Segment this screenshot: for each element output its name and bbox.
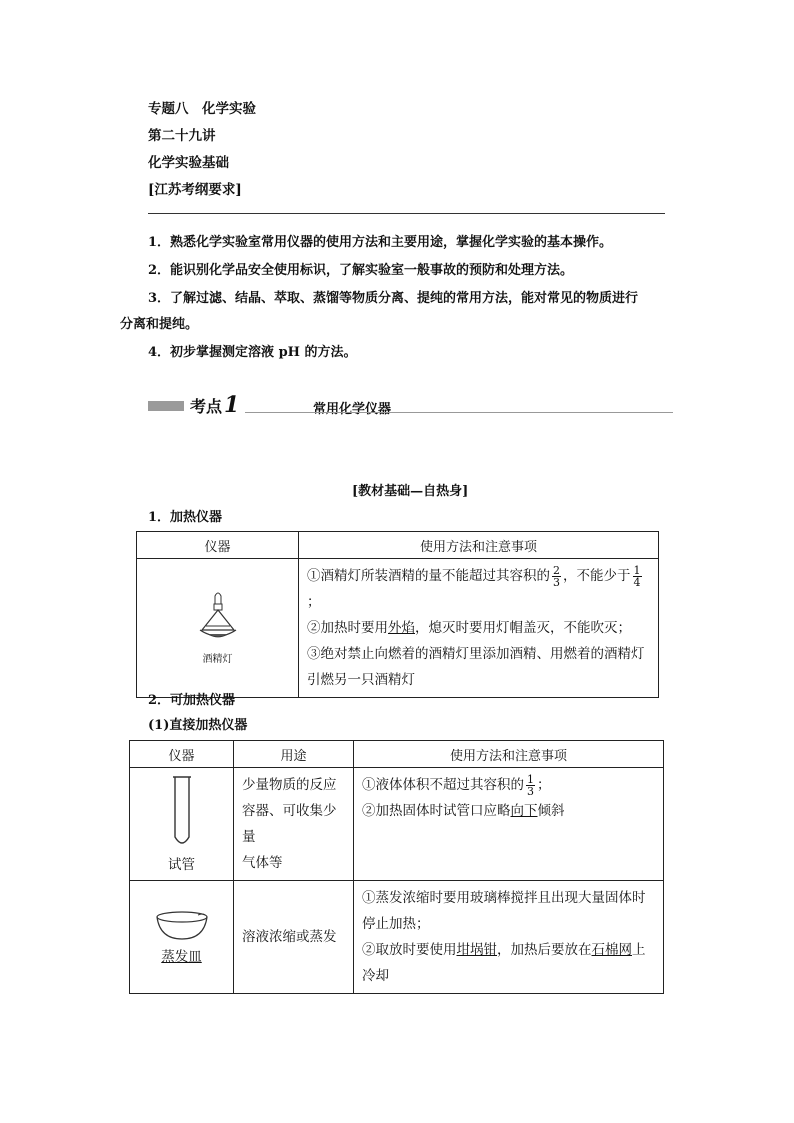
usage-text: ；: [307, 594, 321, 610]
fraction-numerator: 1: [527, 773, 534, 786]
section-subtitle: (1)直接加热仪器: [148, 718, 248, 733]
fraction-denominator: 3: [527, 785, 534, 798]
requirement-item: 2．能识别化学品安全使用标识，了解实验室一般事故的预防和处理方法。: [148, 263, 574, 278]
direct-heating-table: [129, 740, 664, 994]
fraction: [552, 565, 561, 588]
usage-line: [307, 563, 650, 615]
requirement-item: 分离和提纯。: [120, 317, 199, 332]
usage-line: [362, 937, 655, 963]
usage-text: ②加热时要用: [307, 620, 388, 636]
lecture-title: 第二十九讲: [148, 128, 216, 144]
requirement-item: 4．初步掌握测定溶液 pH 的方法。: [148, 345, 357, 360]
table-header: 用途: [234, 741, 354, 768]
usage-cell: [354, 768, 664, 881]
usage-text: ②加热固体时试管口应略: [362, 803, 511, 819]
instrument-label: 蒸发皿: [161, 949, 202, 965]
underlined-term: 外焰: [388, 620, 415, 636]
underlined-term: 坩埚钳: [456, 942, 497, 958]
usage-text: ②取放时要使用: [362, 942, 457, 958]
kaodian-number: 1: [224, 392, 240, 418]
usage-text: 倾斜: [537, 803, 565, 819]
section-title: 2．可加热仪器: [148, 693, 236, 708]
usage-text: ，不能少于: [563, 568, 631, 584]
use-line: 少量物质的反应: [242, 777, 337, 793]
test-tube-icon: [170, 775, 194, 849]
banner-line: [245, 412, 673, 413]
usage-text: ；: [537, 777, 551, 793]
usage-text: ①酒精灯所装酒精的量不能超过其容积的: [307, 568, 550, 584]
fraction-numerator: 2: [553, 564, 560, 577]
kaodian-title: 常用化学仪器: [313, 402, 392, 417]
usage-cell: [299, 559, 659, 698]
fraction: [526, 774, 535, 797]
underlined-term: 向下: [510, 803, 538, 819]
usage-text: ，加热后要放在: [497, 942, 592, 958]
usage-line: [362, 798, 655, 824]
requirement-heading: [江苏考纲要求]: [148, 182, 242, 198]
instrument-cell: [130, 768, 234, 881]
table-header: 使用方法和注意事项: [299, 532, 659, 559]
instrument-label: 试管: [168, 857, 195, 873]
instrument-label: 酒精灯: [202, 654, 233, 665]
usage-line: 冷却: [362, 968, 389, 984]
instrument-cell: [130, 881, 234, 994]
section-subtitle: [教材基础—自热身]: [352, 484, 469, 499]
usage-line: ①蒸发浓缩时要用玻璃棒搅拌且出现大量固体时: [362, 890, 646, 906]
kaodian-label: [190, 392, 239, 418]
divider: [148, 213, 665, 214]
usage-line: [362, 772, 655, 798]
usage-text: ①液体体积不超过其容积的: [362, 777, 524, 793]
requirement-item: 1．熟悉化学实验室常用仪器的使用方法和主要用途，掌握化学实验的基本操作。: [148, 235, 613, 250]
fraction: [633, 565, 642, 588]
usage-line: 停止加热；: [362, 916, 430, 932]
use-cell: [234, 768, 354, 881]
use-cell: 溶液浓缩或蒸发: [234, 881, 354, 994]
heating-instrument-table: [136, 531, 659, 698]
kaodian-text: 考点: [190, 397, 223, 416]
alcohol-lamp-icon: [196, 590, 240, 650]
fraction-numerator: 1: [633, 564, 641, 577]
table-header: 使用方法和注意事项: [354, 741, 664, 768]
table-header: 仪器: [130, 741, 234, 768]
table-header: 仪器: [137, 532, 299, 559]
use-line: 容器、可收集少量: [242, 803, 337, 845]
requirement-item: 3．了解过滤、结晶、萃取、蒸馏等物质分离、提纯的常用方法，能对常见的物质进行: [148, 291, 639, 306]
usage-line: ③绝对禁止向燃着的酒精灯里添加酒精、用燃着的酒精灯: [307, 646, 645, 662]
banner-bar: [148, 401, 184, 411]
usage-cell: [354, 881, 664, 994]
topic-title: 专题八 化学实验: [148, 101, 256, 117]
section-title: 1．加热仪器: [148, 510, 223, 525]
use-line: 气体等: [242, 855, 283, 871]
page-title: 化学实验基础: [148, 155, 229, 171]
instrument-cell: [137, 559, 299, 698]
usage-text: ，熄灭时要用灯帽盖灭，不能吹灭；: [415, 620, 631, 636]
usage-text: 上: [632, 942, 646, 958]
underlined-term: 石棉网: [591, 942, 632, 958]
fraction-denominator: 3: [553, 576, 560, 589]
usage-line: [307, 615, 650, 641]
fraction-denominator: 4: [633, 576, 641, 589]
evaporating-dish-icon: [154, 909, 210, 941]
usage-line: 引燃另一只酒精灯: [307, 672, 415, 688]
